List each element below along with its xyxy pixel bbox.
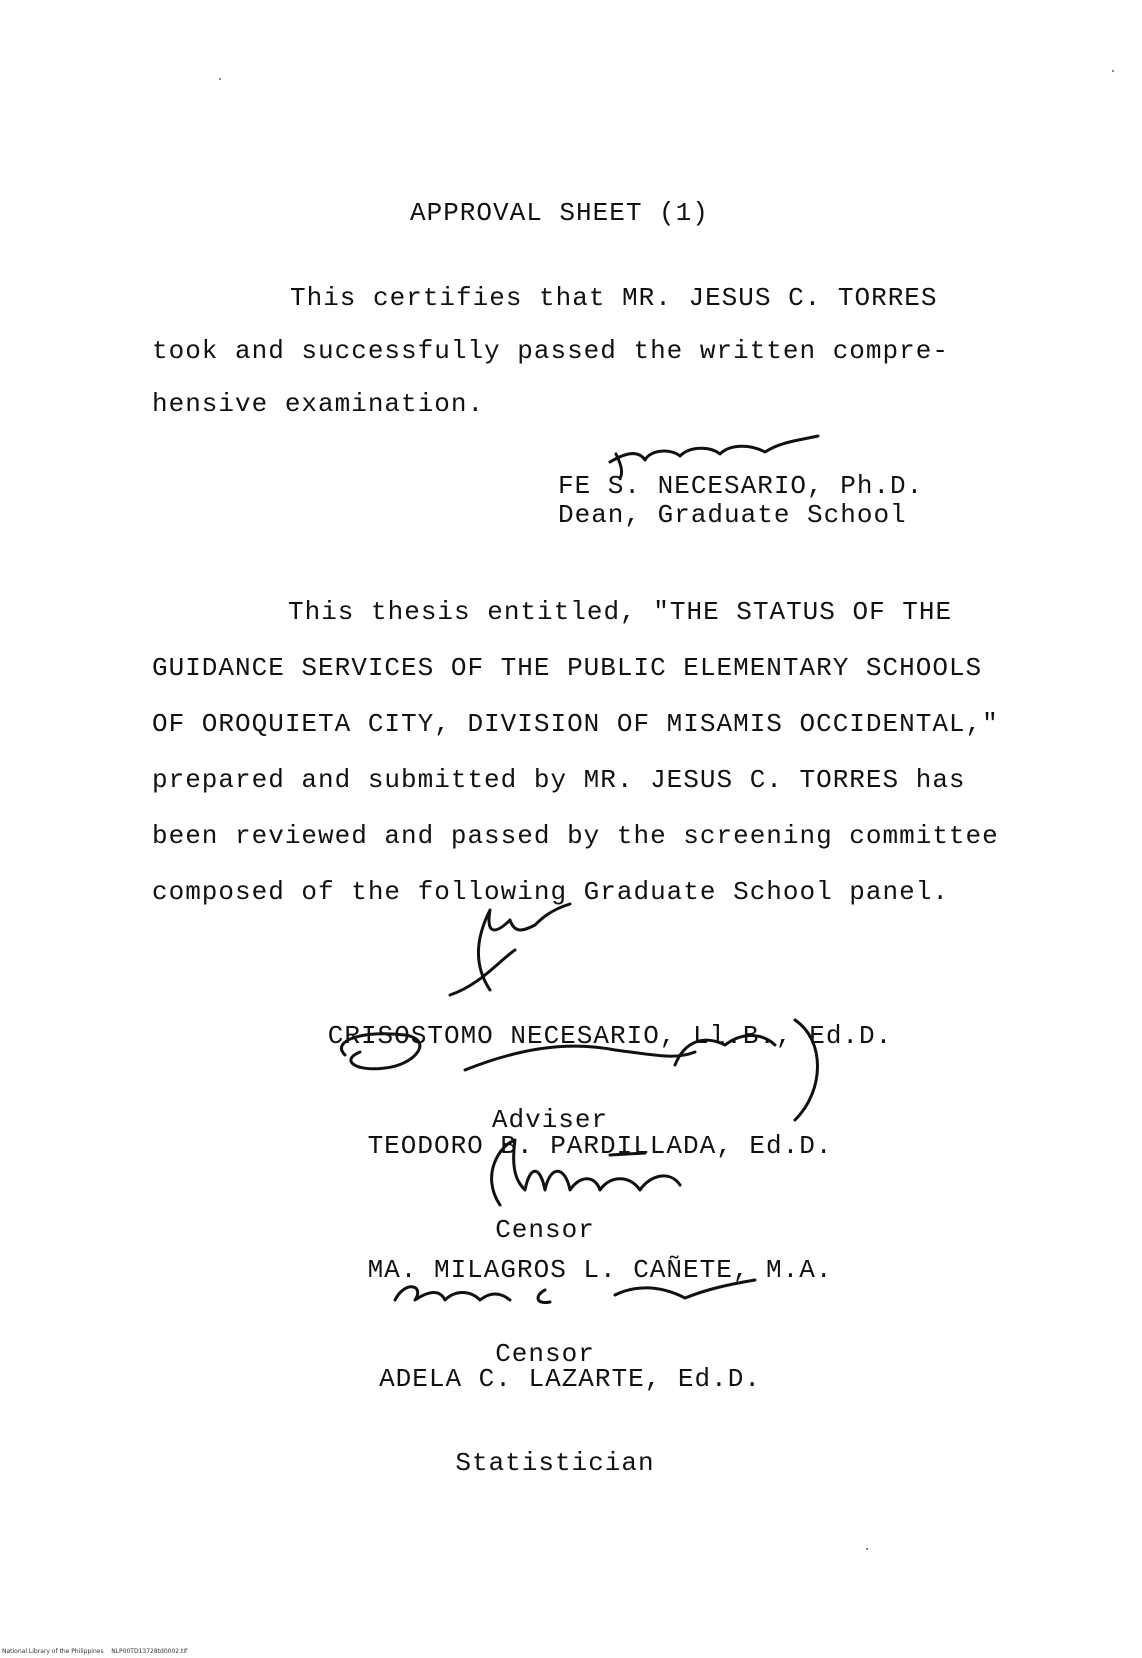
dean-title: Dean, Graduate School (558, 500, 907, 530)
panel-censor-1-name: TEODORO B. PARDILLADA, Ed.D. (367, 1131, 833, 1161)
thesis-line-6: composed of the following Graduate School panel. (152, 877, 949, 907)
thesis-line-3: OF OROQUIETA CITY, DIVISION OF MISAMIS OCCIDENTAL," (152, 709, 999, 739)
thesis-line-5: been reviewed and passed by the screening committee (152, 821, 999, 851)
panel-member-statistician (360, 1309, 780, 1533)
thesis-line-2: GUIDANCE SERVICES OF THE PUBLIC ELEMENTARY SCHOOLS (152, 653, 983, 683)
certification-line-3: hensive examination. (152, 389, 485, 419)
panel-statistician-role: Statistician (455, 1448, 655, 1478)
scan-speck (1112, 70, 1114, 72)
thesis-line-4: prepared and submitted by MR. JESUS C. TORRES has (152, 765, 966, 795)
panel-censor-2-name: MA. MILAGROS L. CAÑETE, M.A. (367, 1255, 833, 1285)
panel-statistician-name: ADELA C. LAZARTE, Ed.D. (379, 1364, 761, 1394)
thesis-line-1: This thesis entitled, "THE STATUS OF THE (288, 597, 953, 627)
certification-line-1: This certifies that MR. JESUS C. TORRES (290, 283, 938, 313)
dean-name: FE S. NECESARIO, Ph.D. (558, 471, 924, 501)
panel-adviser-name: CRISOSTOMO NECESARIO, Ll.B., Ed.D. (327, 1021, 893, 1051)
scan-footer: National Library of the Philippines NLP00TD13728td0002.tif (2, 1648, 188, 1655)
page-title: APPROVAL SHEET (1) (410, 198, 709, 228)
panel-censor-1-role: Censor (495, 1215, 595, 1245)
scan-speck (219, 78, 221, 80)
panel-censor-2-role: Censor (495, 1339, 595, 1369)
panel-adviser-role: Adviser (491, 1105, 609, 1135)
scan-speck (866, 1548, 868, 1550)
certification-line-2: took and successfully passed the written compre- (152, 336, 949, 366)
